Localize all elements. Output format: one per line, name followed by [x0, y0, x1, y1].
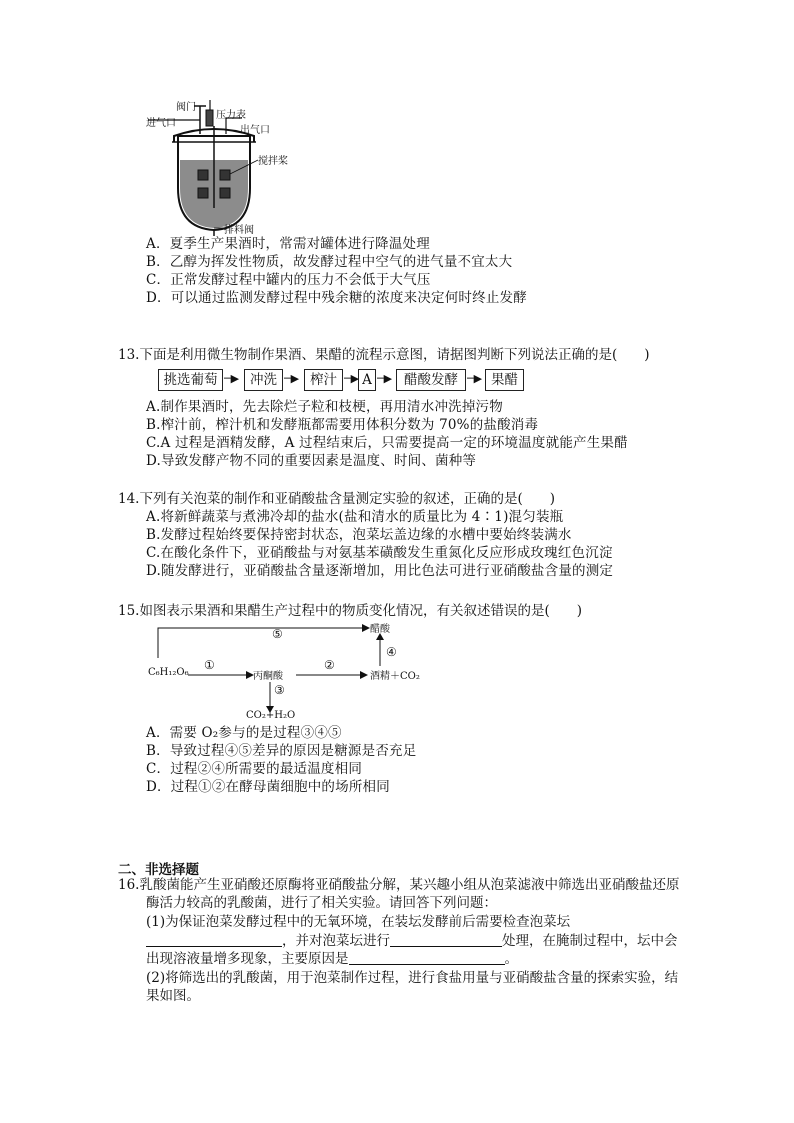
q13-option-a: A.制作果酒时，先去除烂子粒和枝梗，再用清水冲洗掉污物	[146, 399, 503, 415]
diagram-co2-water: CO₂+H₂O	[246, 710, 296, 721]
q13-stem: 13.下面是利用微生物制作果酒、果醋的流程示意图，请据图判断下列说法正确的是( )	[118, 347, 650, 363]
diagram-ethanol: 酒精＋CO₂	[370, 671, 420, 682]
q15-option-b: B．导致过程④⑤差异的原因是糖源是否充足	[146, 743, 417, 759]
impeller	[220, 170, 230, 180]
q16-part2-line-1: (2)将筛选出的乳酸菌，用于泡菜制作过程，进行食盐用量与亚硝酸盐含量的探索实验，结	[146, 970, 679, 986]
diagram-acetic: 醋酸	[370, 624, 390, 635]
q16-part1-text-a: ，并对泡菜坛进行	[282, 933, 390, 949]
q12-option-b: B．乙醇为挥发性物质，故发酵过程中空气的进气量不宜太大	[146, 254, 513, 270]
diagram-pyruvate: 丙酮酸	[253, 671, 283, 682]
label-outlet: 出气口	[240, 125, 270, 136]
diagram-step-5: ⑤	[272, 627, 283, 641]
label-gauge: 压力表	[216, 110, 246, 121]
q14-option-a: A.将新鲜蔬菜与煮沸冷却的盐水(盐和清水的质量比为 4∶1)混匀装瓶	[146, 509, 564, 525]
impeller	[198, 170, 208, 180]
diagram-step-1: ①	[204, 658, 215, 672]
impeller	[198, 188, 208, 198]
answer-blank-1[interactable]	[146, 933, 282, 947]
q15-stem: 15.如图表示果酒和果醋生产过程中的物质变化情况，有关叙述错误的是( )	[118, 603, 583, 619]
diagram-step-4: ④	[386, 645, 397, 659]
q16-part1-text-b: 处理，在腌制过程中，坛中会	[502, 933, 678, 949]
flow-step-2: 冲洗	[244, 369, 283, 391]
q16-part2-line-2: 果如图。	[146, 988, 200, 1004]
q16-line-2: 酶活力较高的乳酸菌，进行了相关实验。请回答下列问题：	[146, 895, 497, 911]
impeller	[220, 188, 230, 198]
q14-option-d: D.随发酵进行，亚硝酸盐含量逐渐增加，用比色法可进行亚硝酸盐含量的测定	[146, 563, 614, 579]
label-drain: 排料阀	[224, 225, 254, 236]
q15-option-c: C．过程②④所需要的最适温度相同	[146, 761, 363, 777]
diagram-glucose: C₆H₁₂O₆	[148, 667, 189, 678]
q13-option-d: D.导致发酵产物不同的重要因素是温度、时间、菌种等	[146, 453, 477, 469]
diagram-step-2: ②	[324, 658, 335, 672]
q12-option-d: D．可以通过监测发酵过程中残余糖的浓度来决定何时终止发酵	[146, 290, 527, 306]
q16-part1-text-d: 。	[504, 951, 518, 967]
flow-step-6: 果醋	[485, 369, 524, 391]
flow-step-1: 挑选葡萄	[158, 369, 223, 391]
flow-arrow: ─▶	[467, 372, 483, 385]
flow-step-5: 醋酸发酵	[396, 369, 466, 391]
q14-stem: 14.下列有关泡菜的制作和亚硝酸盐含量测定实验的叙述，正确的是( )	[118, 491, 556, 507]
q16-line-1: 16.乳酸菌能产生亚硝酸还原酶将亚硝酸盐分解，某兴趣小组从泡菜滤液中筛选出亚硝酸盐还原	[118, 877, 680, 893]
q15-option-a: A．需要 O₂参与的是过程③④⑤	[146, 725, 342, 741]
q16-part1-text-c: 出现溶液量增多现象，主要原因是	[146, 951, 349, 967]
q12-option-a: A．夏季生产果酒时，常需对罐体进行降温处理	[146, 236, 430, 252]
flow-arrow: ─▶	[344, 372, 360, 385]
flow-step-3: 榨汁	[304, 369, 343, 391]
diagram-step-3: ③	[274, 683, 285, 697]
label-valve: 阀门	[176, 102, 196, 113]
q16-part1-line-2	[146, 932, 678, 950]
answer-blank-2[interactable]	[390, 933, 502, 947]
q13-flowchart	[158, 369, 528, 391]
section-title: 二、非选择题	[118, 862, 199, 878]
q13-option-b: B.榨汁前，榨汁机和发酵瓶都需要用体积分数为 70%的盐酸消毒	[146, 417, 539, 433]
flow-step-4: A	[358, 369, 376, 391]
q15-option-d: D．过程①②在酵母菌细胞中的场所相同	[146, 779, 390, 795]
answer-blank-3[interactable]	[349, 951, 505, 965]
q14-option-b: B.发酵过程始终要保持密封状态，泡菜坛盖边缘的水槽中要始终装满水	[146, 527, 572, 543]
flow-arrow: ─▶	[284, 372, 300, 385]
flow-arrow: ─▶	[224, 372, 240, 385]
label-inlet: 进气口	[146, 118, 176, 129]
q13-option-c: C.A 过程是酒精发酵，A 过程结束后，只需要提高一定的环境温度就能产生果醋	[146, 435, 628, 451]
q16-part1-line-3	[146, 950, 518, 968]
flow-arrow: ─▶	[377, 372, 393, 385]
q14-option-c: C.在酸化条件下，亚硝酸盐与对氨基苯磺酸发生重氮化反应形成玫瑰红色沉淀	[146, 545, 613, 561]
label-stirrer: 搅拌桨	[258, 156, 288, 167]
q16-part1-line-1: (1)为保证泡菜发酵过程中的无氧环境，在装坛发酵前后需要检查泡菜坛	[146, 914, 571, 930]
q12-option-c: C．正常发酵过程中罐内的压力不会低于大气压	[146, 272, 431, 288]
